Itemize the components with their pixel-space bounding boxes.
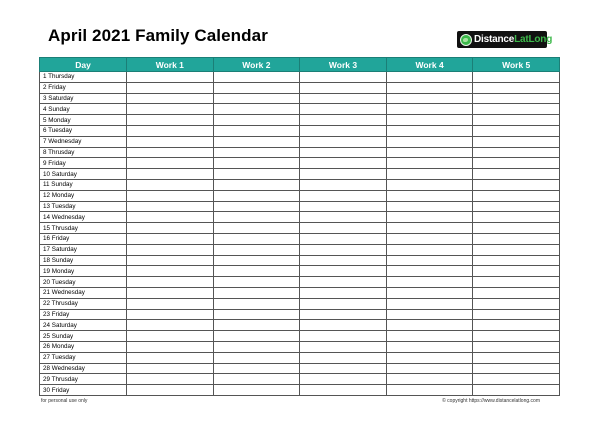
day-cell: 29 Thrusday: [40, 374, 127, 385]
day-cell: 7 Wednesday: [40, 136, 127, 147]
work-2-cell[interactable]: [213, 341, 300, 352]
work-4-cell[interactable]: [386, 190, 473, 201]
work-1-cell[interactable]: [127, 320, 214, 331]
work-2-cell[interactable]: [213, 115, 300, 126]
work-5-cell[interactable]: [473, 277, 560, 288]
table-row: [40, 115, 560, 126]
work-1-cell[interactable]: [127, 244, 214, 255]
work-2-cell[interactable]: [213, 201, 300, 212]
work-3-cell[interactable]: [300, 179, 387, 190]
work-5-cell[interactable]: [473, 212, 560, 223]
work-5-cell[interactable]: [473, 331, 560, 342]
work-5-cell[interactable]: [473, 233, 560, 244]
work-2-cell[interactable]: [213, 277, 300, 288]
work-2-cell[interactable]: [213, 320, 300, 331]
day-cell: 24 Saturday: [40, 320, 127, 331]
work-3-cell[interactable]: [300, 320, 387, 331]
work-4-cell[interactable]: [386, 385, 473, 396]
work-5-cell[interactable]: [473, 82, 560, 93]
work-2-cell[interactable]: [213, 298, 300, 309]
work-1-cell[interactable]: [127, 93, 214, 104]
day-cell: 8 Thrusday: [40, 147, 127, 158]
work-1-cell[interactable]: [127, 352, 214, 363]
work-5-cell[interactable]: [473, 309, 560, 320]
work-3-cell[interactable]: [300, 385, 387, 396]
work-5-cell[interactable]: [473, 385, 560, 396]
work-1-cell[interactable]: [127, 385, 214, 396]
work-1-cell[interactable]: [127, 212, 214, 223]
day-cell: 14 Wednesday: [40, 212, 127, 223]
work-5-cell[interactable]: [473, 287, 560, 298]
day-cell: 2 Friday: [40, 82, 127, 93]
table-row: [40, 147, 560, 158]
table-row: [40, 352, 560, 363]
work-2-cell[interactable]: [213, 363, 300, 374]
work-5-cell[interactable]: [473, 169, 560, 180]
day-cell: 25 Sunday: [40, 331, 127, 342]
work-3-cell[interactable]: [300, 82, 387, 93]
table-row: [40, 385, 560, 396]
work-5-cell[interactable]: [473, 147, 560, 158]
logo-text: [474, 34, 552, 45]
work-3-cell[interactable]: [300, 93, 387, 104]
work-1-cell[interactable]: [127, 104, 214, 115]
work-5-cell[interactable]: [473, 255, 560, 266]
work-1-cell[interactable]: [127, 309, 214, 320]
work-1-cell[interactable]: [127, 287, 214, 298]
work-3-cell[interactable]: [300, 115, 387, 126]
work-4-cell[interactable]: [386, 223, 473, 234]
work-4-cell[interactable]: [386, 309, 473, 320]
header-work-5: Work 5: [473, 58, 560, 72]
work-2-cell[interactable]: [213, 125, 300, 136]
logo-text-main: Distance: [474, 34, 515, 45]
work-4-cell[interactable]: [386, 374, 473, 385]
work-1-cell[interactable]: [127, 158, 214, 169]
work-5-cell[interactable]: [473, 341, 560, 352]
work-5-cell[interactable]: [473, 190, 560, 201]
work-1-cell[interactable]: [127, 82, 214, 93]
work-5-cell[interactable]: [473, 115, 560, 126]
table-row: [40, 125, 560, 136]
calendar-body: [40, 72, 560, 396]
work-1-cell[interactable]: [127, 374, 214, 385]
day-cell: 3 Saturday: [40, 93, 127, 104]
work-1-cell[interactable]: [127, 233, 214, 244]
work-2-cell[interactable]: [213, 136, 300, 147]
day-cell: 22 Thrusday: [40, 298, 127, 309]
work-4-cell[interactable]: [386, 255, 473, 266]
work-4-cell[interactable]: [386, 352, 473, 363]
day-cell: 17 Saturday: [40, 244, 127, 255]
work-3-cell[interactable]: [300, 136, 387, 147]
day-cell: 9 Friday: [40, 158, 127, 169]
work-3-cell[interactable]: [300, 277, 387, 288]
table-row: [40, 158, 560, 169]
work-4-cell[interactable]: [386, 72, 473, 83]
work-5-cell[interactable]: [473, 374, 560, 385]
table-row: [40, 374, 560, 385]
work-3-cell[interactable]: [300, 158, 387, 169]
day-cell: 26 Monday: [40, 341, 127, 352]
work-4-cell[interactable]: [386, 115, 473, 126]
work-1-cell[interactable]: [127, 298, 214, 309]
work-2-cell[interactable]: [213, 169, 300, 180]
table-row: [40, 298, 560, 309]
work-2-cell[interactable]: [213, 72, 300, 83]
table-row: [40, 136, 560, 147]
work-4-cell[interactable]: [386, 212, 473, 223]
work-5-cell[interactable]: [473, 104, 560, 115]
footer-note: for personal use only: [41, 398, 88, 404]
work-2-cell[interactable]: [213, 179, 300, 190]
work-2-cell[interactable]: [213, 147, 300, 158]
work-4-cell[interactable]: [386, 233, 473, 244]
work-5-cell[interactable]: [473, 136, 560, 147]
table-row: [40, 233, 560, 244]
table-row: [40, 363, 560, 374]
work-1-cell[interactable]: [127, 201, 214, 212]
calendar-table: [39, 57, 560, 396]
work-3-cell[interactable]: [300, 266, 387, 277]
work-1-cell[interactable]: [127, 115, 214, 126]
day-cell: 13 Tuesday: [40, 201, 127, 212]
brand-logo[interactable]: [457, 31, 553, 48]
work-2-cell[interactable]: [213, 255, 300, 266]
table-row: [40, 190, 560, 201]
table-row: [40, 331, 560, 342]
work-4-cell[interactable]: [386, 104, 473, 115]
work-1-cell[interactable]: [127, 147, 214, 158]
day-cell: 19 Monday: [40, 266, 127, 277]
work-4-cell[interactable]: [386, 320, 473, 331]
day-cell: 30 Friday: [40, 385, 127, 396]
day-cell: 11 Sunday: [40, 179, 127, 190]
work-4-cell[interactable]: [386, 125, 473, 136]
work-3-cell[interactable]: [300, 169, 387, 180]
work-3-cell[interactable]: [300, 125, 387, 136]
day-cell: 5 Monday: [40, 115, 127, 126]
day-cell: 23 Friday: [40, 309, 127, 320]
work-4-cell[interactable]: [386, 179, 473, 190]
work-4-cell[interactable]: [386, 287, 473, 298]
work-1-cell[interactable]: [127, 341, 214, 352]
work-4-cell[interactable]: [386, 93, 473, 104]
footer-copyright: © copyright https://www.distancelatlong.com: [442, 398, 540, 404]
work-3-cell[interactable]: [300, 233, 387, 244]
table-row: [40, 266, 560, 277]
table-row: [40, 277, 560, 288]
work-5-cell[interactable]: [473, 298, 560, 309]
work-1-cell[interactable]: [127, 190, 214, 201]
work-3-cell[interactable]: [300, 72, 387, 83]
work-3-cell[interactable]: [300, 255, 387, 266]
work-5-cell[interactable]: [473, 93, 560, 104]
page-title: April 2021 Family Calendar: [48, 26, 268, 45]
work-5-cell[interactable]: [473, 179, 560, 190]
header-work-4: Work 4: [386, 58, 473, 72]
work-5-cell[interactable]: [473, 223, 560, 234]
day-cell: 10 Saturday: [40, 169, 127, 180]
work-2-cell[interactable]: [213, 158, 300, 169]
work-1-cell[interactable]: [127, 72, 214, 83]
work-4-cell[interactable]: [386, 331, 473, 342]
work-5-cell[interactable]: [473, 352, 560, 363]
day-cell: 15 Thrusday: [40, 223, 127, 234]
work-3-cell[interactable]: [300, 190, 387, 201]
work-5-cell[interactable]: [473, 244, 560, 255]
header-work-1: Work 1: [127, 58, 214, 72]
work-2-cell[interactable]: [213, 233, 300, 244]
work-2-cell[interactable]: [213, 352, 300, 363]
work-2-cell[interactable]: [213, 331, 300, 342]
work-2-cell[interactable]: [213, 212, 300, 223]
work-3-cell[interactable]: [300, 363, 387, 374]
work-1-cell[interactable]: [127, 223, 214, 234]
work-1-cell[interactable]: [127, 125, 214, 136]
table-row: [40, 82, 560, 93]
table-row: [40, 169, 560, 180]
work-2-cell[interactable]: [213, 93, 300, 104]
day-cell: 18 Sunday: [40, 255, 127, 266]
day-cell: 6 Tuesday: [40, 125, 127, 136]
work-3-cell[interactable]: [300, 309, 387, 320]
header-work-3: Work 3: [300, 58, 387, 72]
work-3-cell[interactable]: [300, 201, 387, 212]
work-3-cell[interactable]: [300, 104, 387, 115]
table-row: [40, 320, 560, 331]
work-2-cell[interactable]: [213, 190, 300, 201]
logo-text-accent: LatLong: [514, 34, 553, 45]
table-row: [40, 287, 560, 298]
work-3-cell[interactable]: [300, 223, 387, 234]
work-1-cell[interactable]: [127, 136, 214, 147]
table-row: [40, 255, 560, 266]
table-row: [40, 179, 560, 190]
day-cell: 16 Friday: [40, 233, 127, 244]
work-4-cell[interactable]: [386, 158, 473, 169]
work-1-cell[interactable]: [127, 277, 214, 288]
work-1-cell[interactable]: [127, 266, 214, 277]
table-row: [40, 104, 560, 115]
day-cell: 28 Wednesday: [40, 363, 127, 374]
work-1-cell[interactable]: [127, 363, 214, 374]
work-4-cell[interactable]: [386, 201, 473, 212]
work-5-cell[interactable]: [473, 158, 560, 169]
day-cell: 4 Sunday: [40, 104, 127, 115]
work-3-cell[interactable]: [300, 331, 387, 342]
work-2-cell[interactable]: [213, 82, 300, 93]
work-3-cell[interactable]: [300, 147, 387, 158]
work-5-cell[interactable]: [473, 363, 560, 374]
work-5-cell[interactable]: [473, 320, 560, 331]
work-3-cell[interactable]: [300, 212, 387, 223]
day-cell: 12 Monday: [40, 190, 127, 201]
work-3-cell[interactable]: [300, 298, 387, 309]
work-1-cell[interactable]: [127, 179, 214, 190]
work-2-cell[interactable]: [213, 266, 300, 277]
work-2-cell[interactable]: [213, 287, 300, 298]
table-row: [40, 223, 560, 234]
work-5-cell[interactable]: [473, 125, 560, 136]
work-4-cell[interactable]: [386, 136, 473, 147]
work-4-cell[interactable]: [386, 266, 473, 277]
day-cell: 1 Thursday: [40, 72, 127, 83]
work-1-cell[interactable]: [127, 255, 214, 266]
work-5-cell[interactable]: [473, 266, 560, 277]
work-5-cell[interactable]: [473, 201, 560, 212]
work-3-cell[interactable]: [300, 341, 387, 352]
day-cell: 27 Tuesday: [40, 352, 127, 363]
work-4-cell[interactable]: [386, 82, 473, 93]
table-row: [40, 341, 560, 352]
table-row: [40, 244, 560, 255]
work-4-cell[interactable]: [386, 341, 473, 352]
work-2-cell[interactable]: [213, 309, 300, 320]
work-4-cell[interactable]: [386, 147, 473, 158]
work-4-cell[interactable]: [386, 244, 473, 255]
work-1-cell[interactable]: [127, 169, 214, 180]
day-cell: 20 Tuesday: [40, 277, 127, 288]
table-row: [40, 212, 560, 223]
header-work-2: Work 2: [213, 58, 300, 72]
work-3-cell[interactable]: [300, 352, 387, 363]
work-4-cell[interactable]: [386, 169, 473, 180]
table-row: [40, 72, 560, 83]
work-2-cell[interactable]: [213, 223, 300, 234]
work-2-cell[interactable]: [213, 104, 300, 115]
table-row: [40, 201, 560, 212]
globe-icon: [460, 34, 472, 46]
work-2-cell[interactable]: [213, 244, 300, 255]
work-2-cell[interactable]: [213, 374, 300, 385]
table-row: [40, 309, 560, 320]
work-4-cell[interactable]: [386, 277, 473, 288]
work-3-cell[interactable]: [300, 287, 387, 298]
work-5-cell[interactable]: [473, 72, 560, 83]
work-4-cell[interactable]: [386, 298, 473, 309]
table-header-row: [40, 58, 560, 72]
work-1-cell[interactable]: [127, 331, 214, 342]
work-4-cell[interactable]: [386, 363, 473, 374]
day-cell: 21 Wednesday: [40, 287, 127, 298]
work-3-cell[interactable]: [300, 244, 387, 255]
header-day: Day: [40, 58, 127, 72]
work-3-cell[interactable]: [300, 374, 387, 385]
work-2-cell[interactable]: [213, 385, 300, 396]
table-row: [40, 93, 560, 104]
